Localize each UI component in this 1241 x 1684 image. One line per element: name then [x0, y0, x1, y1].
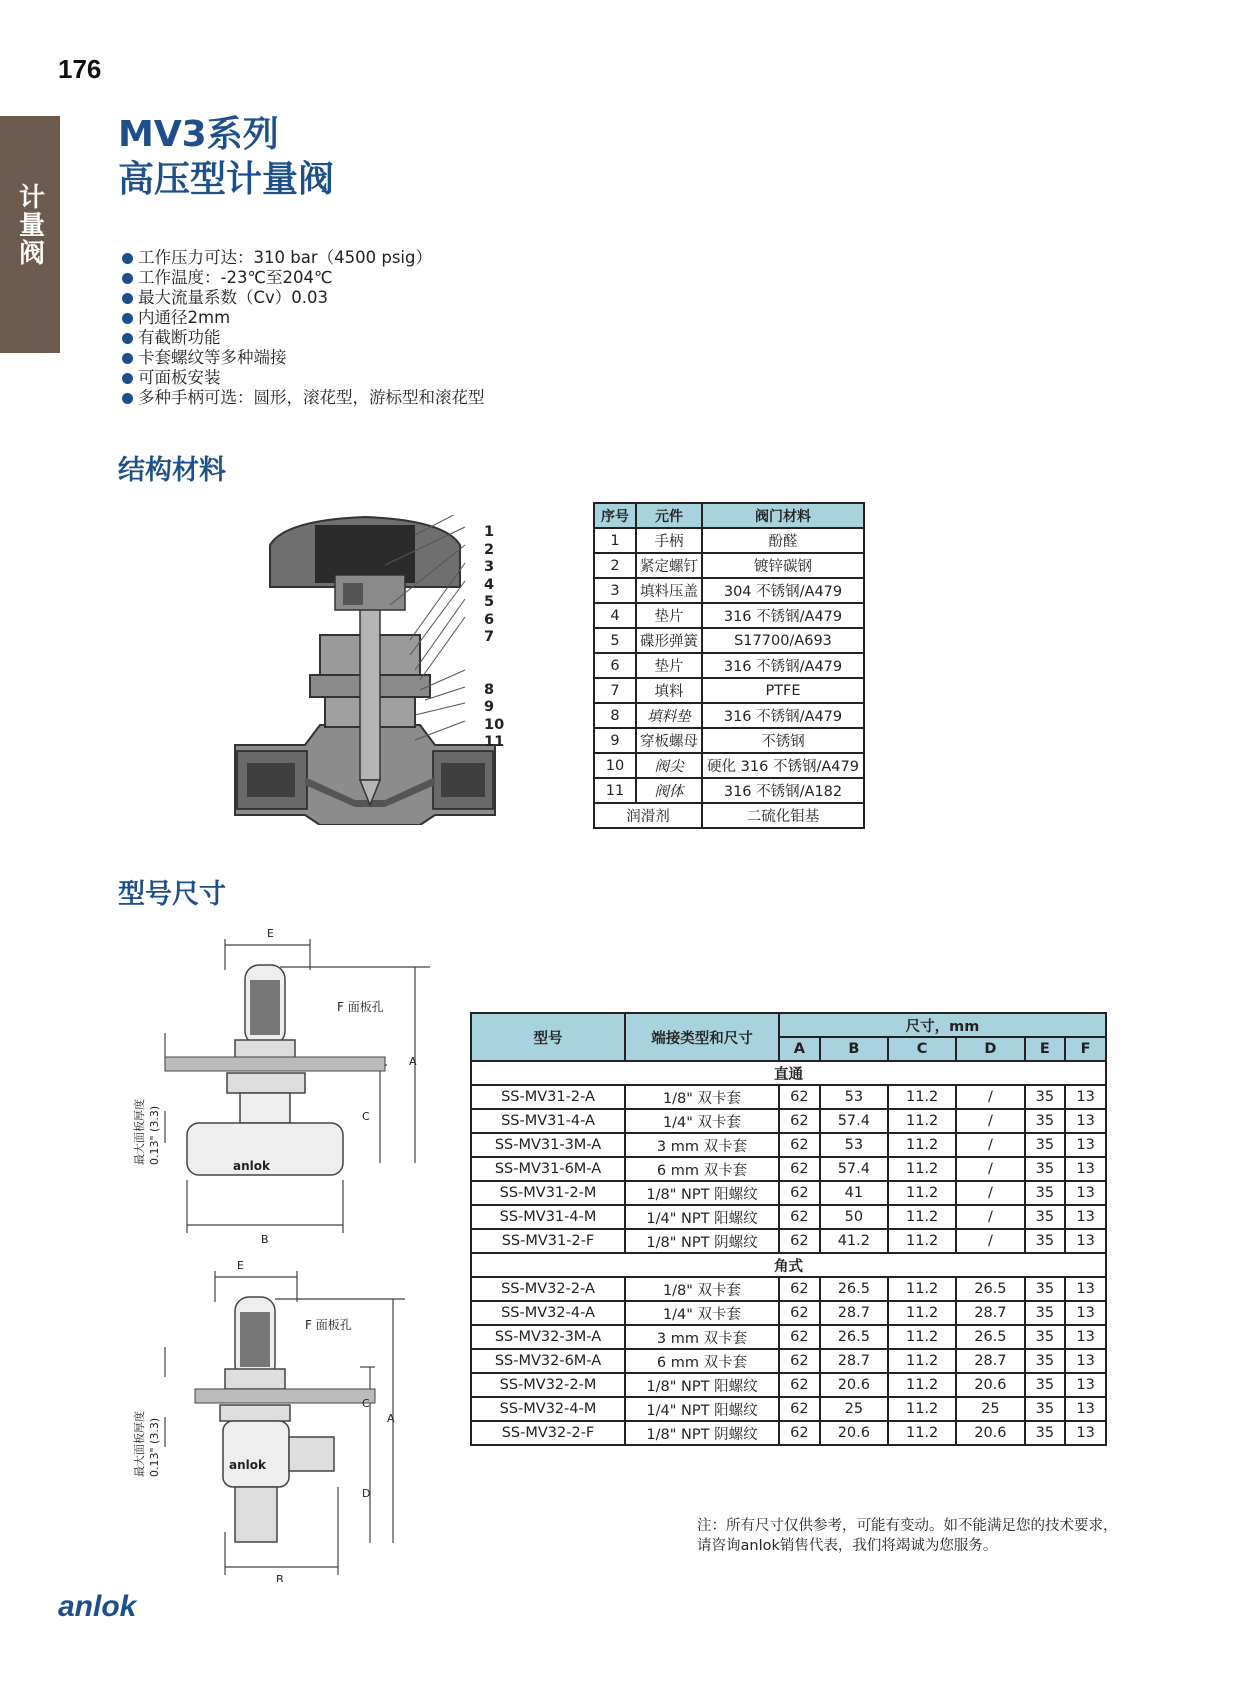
table-cell: 1/4" 双卡套: [625, 1301, 779, 1325]
table-cell: 3 mm 双卡套: [625, 1325, 779, 1349]
table-cell: SS-MV32-2-M: [471, 1373, 625, 1397]
table-cell: 25: [956, 1397, 1024, 1421]
panel-hole-label: F 面板孔: [337, 1000, 384, 1014]
table-cell: 62: [779, 1349, 820, 1373]
feature-item: 可面板安装: [122, 368, 485, 388]
dimension-label-a: A: [409, 1055, 417, 1068]
table-cell: 35: [1025, 1373, 1066, 1397]
table-cell: 41: [820, 1181, 888, 1205]
feature-item: 工作压力可达：310 bar（4500 psig）: [122, 248, 485, 268]
brand-logo: anlok: [58, 1590, 137, 1623]
table-cell: 57.4: [820, 1157, 888, 1181]
table-cell: /: [956, 1109, 1024, 1133]
callout-number: 9: [484, 699, 495, 715]
side-category-tab: [0, 116, 60, 353]
table-row: [471, 1325, 1106, 1349]
table-cell: 1/4" NPT 阳螺纹: [625, 1397, 779, 1421]
table-cell: 53: [820, 1085, 888, 1109]
table-cell: SS-MV31-3M-A: [471, 1133, 625, 1157]
table-cell: 1/4" 双卡套: [625, 1109, 779, 1133]
table-cell: 35: [1025, 1277, 1066, 1301]
table-cell: 20.6: [820, 1421, 888, 1445]
table-cell: SS-MV31-2-A: [471, 1085, 625, 1109]
table-cell: 13: [1065, 1109, 1106, 1133]
table-cell: 13: [1065, 1349, 1106, 1373]
footnote-line: 请咨询anlok销售代表，我们将竭诚为您服务。: [697, 1538, 998, 1554]
footnote-line: 注：所有尺寸仅供参考，可能有变动。如不能满足您的技术要求，: [697, 1518, 1118, 1534]
table-cell: 11.2: [888, 1349, 956, 1373]
table-row: [471, 1349, 1106, 1373]
title-line-2: 高压型计量阀: [118, 159, 335, 200]
table-cell: 35: [1025, 1085, 1066, 1109]
dimension-label-b: B: [261, 1233, 269, 1246]
column-header: D: [956, 1037, 1024, 1061]
table-cell: 11.2: [888, 1373, 956, 1397]
feature-item: 多种手柄可选：圆形，滚花型，游标型和滚花型: [122, 388, 485, 408]
table-cell: 3 mm 双卡套: [625, 1133, 779, 1157]
table-cell: SS-MV32-3M-A: [471, 1325, 625, 1349]
bullet-icon: [122, 313, 133, 324]
panel-thickness-label: 最大面板厚度: [133, 1099, 146, 1165]
table-cell: 1/8" NPT 阳螺纹: [625, 1181, 779, 1205]
table-cell: 35: [1025, 1229, 1066, 1253]
callout-number: 3: [484, 559, 495, 575]
table-cell: 26.5: [820, 1325, 888, 1349]
table-cell: 11.2: [888, 1397, 956, 1421]
table-cell: 13: [1065, 1277, 1106, 1301]
table-cell: 28.7: [820, 1301, 888, 1325]
table-cell: 35: [1025, 1397, 1066, 1421]
table-cell: 1/8" NPT 阴螺纹: [625, 1421, 779, 1445]
feature-item: 最大流量系数（Cv）0.03: [122, 288, 485, 308]
table-cell: 1/4" NPT 阳螺纹: [625, 1205, 779, 1229]
dimension-label-c: C: [362, 1110, 370, 1123]
panel-thickness-label: 最大面板厚度: [133, 1411, 146, 1477]
table-row: 6 垫片 316 不锈钢/A479: [594, 653, 864, 678]
table-group-row: [471, 1061, 1106, 1085]
column-header: F: [1065, 1037, 1106, 1061]
dimension-label-c: C: [362, 1397, 370, 1410]
table-cell: 1/8" NPT 阳螺纹: [625, 1373, 779, 1397]
column-header: A: [779, 1037, 820, 1061]
table-cell: 53: [820, 1133, 888, 1157]
table-row: [471, 1301, 1106, 1325]
table-cell: 62: [779, 1277, 820, 1301]
table-cell: 35: [1025, 1205, 1066, 1229]
table-cell: 50: [820, 1205, 888, 1229]
callout-number: 5: [484, 594, 495, 610]
title-line-1: MV3系列: [118, 114, 279, 155]
valve-cross-section-drawing: [225, 515, 515, 825]
table-cell: 1/8" 双卡套: [625, 1085, 779, 1109]
table-cell: 57.4: [820, 1109, 888, 1133]
section-heading-dimensions: 型号尺寸: [118, 879, 226, 910]
table-cell: 62: [779, 1109, 820, 1133]
column-header-size: 尺寸，mm: [779, 1013, 1106, 1037]
table-cell: 13: [1065, 1397, 1106, 1421]
table-cell: 28.7: [956, 1301, 1024, 1325]
table-row: [471, 1205, 1106, 1229]
table-cell: 41.2: [820, 1229, 888, 1253]
bullet-icon: [122, 293, 133, 304]
column-header: E: [1025, 1037, 1066, 1061]
drawing-logo: anlok: [233, 1159, 270, 1173]
table-cell: 13: [1065, 1325, 1106, 1349]
feature-list: [122, 248, 485, 408]
callout-number: 2: [484, 541, 495, 558]
table-cell: 35: [1025, 1109, 1066, 1133]
panel-thickness-value: 0.13" (3.3): [148, 1105, 161, 1165]
table-cell: 28.7: [956, 1349, 1024, 1373]
table-cell: SS-MV32-6M-A: [471, 1349, 625, 1373]
table-row: 4 垫片 316 不锈钢/A479: [594, 603, 864, 628]
table-cell: 13: [1065, 1229, 1106, 1253]
table-cell: SS-MV32-2-F: [471, 1421, 625, 1445]
group-label: 直通: [471, 1061, 1106, 1085]
table-cell: 11.2: [888, 1085, 956, 1109]
table-cell: 62: [779, 1133, 820, 1157]
table-cell: 62: [779, 1229, 820, 1253]
table-footer-row: 润滑剂 二硫化钼基: [594, 803, 864, 828]
table-header-row: [594, 503, 864, 528]
table-cell: 20.6: [956, 1373, 1024, 1397]
table-row: 10 阀尖 硬化 316 不锈钢/A479: [594, 753, 864, 778]
table-cell: 11.2: [888, 1277, 956, 1301]
table-cell: /: [956, 1229, 1024, 1253]
bullet-icon: [122, 273, 133, 284]
table-cell: 62: [779, 1397, 820, 1421]
table-cell: /: [956, 1085, 1024, 1109]
table-cell: SS-MV31-4-M: [471, 1205, 625, 1229]
table-cell: 6 mm 双卡套: [625, 1157, 779, 1181]
section-heading-materials: 结构材料: [118, 455, 226, 486]
column-header: C: [888, 1037, 956, 1061]
bullet-icon: [122, 353, 133, 364]
table-cell: 26.5: [956, 1277, 1024, 1301]
table-row: [471, 1277, 1106, 1301]
panel-thickness-value: 0.13" (3.3): [148, 1417, 161, 1477]
table-row: [471, 1133, 1106, 1157]
table-cell: 35: [1025, 1421, 1066, 1445]
feature-item: 内通径2mm: [122, 308, 485, 328]
table-cell: SS-MV32-4-M: [471, 1397, 625, 1421]
table-cell: 11.2: [888, 1301, 956, 1325]
feature-item: 有截断功能: [122, 328, 485, 348]
table-row: 2 紧定螺钉 镀锌碳钢: [594, 553, 864, 578]
table-cell: 13: [1065, 1181, 1106, 1205]
table-cell: 13: [1065, 1421, 1106, 1445]
table-cell: 62: [779, 1325, 820, 1349]
table-cell: 35: [1025, 1325, 1066, 1349]
table-cell: 20.6: [820, 1373, 888, 1397]
side-tab-label: 计量阀: [14, 182, 45, 267]
table-cell: SS-MV31-4-A: [471, 1109, 625, 1133]
table-cell: 35: [1025, 1349, 1066, 1373]
group-label: 角式: [471, 1253, 1106, 1277]
dimension-label-a: A: [387, 1412, 395, 1425]
table-cell: /: [956, 1133, 1024, 1157]
table-cell: 62: [779, 1205, 820, 1229]
table-row: 11 阀体 316 不锈钢/A182: [594, 778, 864, 803]
table-row: [471, 1181, 1106, 1205]
dimension-label-d: D: [362, 1487, 371, 1500]
table-cell: 13: [1065, 1373, 1106, 1397]
callout-number: 4: [484, 576, 495, 593]
callout-number: 11: [484, 734, 505, 750]
table-cell: 11.2: [888, 1133, 956, 1157]
callout-number: 10: [484, 716, 505, 733]
table-cell: 26.5: [956, 1325, 1024, 1349]
callout-number: 6: [484, 611, 495, 628]
column-header: 元件: [636, 503, 702, 528]
dimensions-table: [470, 1012, 1107, 1446]
table-row: 7 填料 PTFE: [594, 678, 864, 703]
table-cell: 11.2: [888, 1157, 956, 1181]
feature-item: 工作温度：-23℃至204℃: [122, 268, 485, 288]
table-cell: 11.2: [888, 1325, 956, 1349]
materials-table: [593, 502, 865, 829]
table-cell: 11.2: [888, 1109, 956, 1133]
table-group-row: [471, 1253, 1106, 1277]
angle-valve-dimension-drawing: [125, 1257, 445, 1582]
table-cell: /: [956, 1157, 1024, 1181]
table-row: 1 手柄 酚醛: [594, 528, 864, 553]
bullet-icon: [122, 373, 133, 384]
table-cell: 62: [779, 1181, 820, 1205]
table-row: [471, 1397, 1106, 1421]
table-row: 9 穿板螺母 不锈钢: [594, 728, 864, 753]
feature-item: 卡套螺纹等多种端接: [122, 348, 485, 368]
dimension-label-e: E: [237, 1259, 244, 1272]
table-cell: /: [956, 1181, 1024, 1205]
table-cell: 1/8" NPT 阴螺纹: [625, 1229, 779, 1253]
bullet-icon: [122, 393, 133, 404]
table-cell: 62: [779, 1373, 820, 1397]
table-row: [471, 1109, 1106, 1133]
table-cell: 13: [1065, 1157, 1106, 1181]
table-cell: 11.2: [888, 1229, 956, 1253]
table-cell: 20.6: [956, 1421, 1024, 1445]
table-row: 8 填料垫 316 不锈钢/A479: [594, 703, 864, 728]
table-cell: /: [956, 1205, 1024, 1229]
bullet-icon: [122, 253, 133, 264]
table-cell: 35: [1025, 1157, 1066, 1181]
table-cell: 1/8" 双卡套: [625, 1277, 779, 1301]
table-row: [471, 1373, 1106, 1397]
column-header-end-connection: 端接类型和尺寸: [625, 1013, 779, 1061]
column-header: B: [820, 1037, 888, 1061]
table-cell: SS-MV32-4-A: [471, 1301, 625, 1325]
table-cell: 35: [1025, 1181, 1066, 1205]
table-cell: 13: [1065, 1205, 1106, 1229]
table-cell: 62: [779, 1157, 820, 1181]
table-cell: SS-MV31-2-M: [471, 1181, 625, 1205]
table-row: 3 填料压盖 304 不锈钢/A479: [594, 578, 864, 603]
table-cell: 62: [779, 1421, 820, 1445]
column-header-model: 型号: [471, 1013, 625, 1061]
table-cell: 11.2: [888, 1181, 956, 1205]
table-cell: 35: [1025, 1133, 1066, 1157]
table-row: [471, 1229, 1106, 1253]
bullet-icon: [122, 333, 133, 344]
table-row: [471, 1085, 1106, 1109]
callout-number: 8: [484, 681, 495, 698]
table-cell: 62: [779, 1301, 820, 1325]
table-cell: 13: [1065, 1133, 1106, 1157]
column-header: 阀门材料: [702, 503, 864, 528]
table-cell: SS-MV32-2-A: [471, 1277, 625, 1301]
callout-number: 1: [484, 524, 495, 540]
straight-valve-dimension-drawing: [125, 925, 445, 1250]
footnote: [697, 1516, 1118, 1556]
table-row: [471, 1421, 1106, 1445]
table-cell: 13: [1065, 1301, 1106, 1325]
table-cell: 25: [820, 1397, 888, 1421]
drawing-logo: anlok: [229, 1458, 266, 1472]
table-cell: 6 mm 双卡套: [625, 1349, 779, 1373]
table-cell: SS-MV31-2-F: [471, 1229, 625, 1253]
column-header: 序号: [594, 503, 636, 528]
callout-number-list: [484, 524, 504, 752]
dimension-label-b: B: [276, 1573, 284, 1582]
table-row: [471, 1157, 1106, 1181]
callout-number: 7: [484, 629, 495, 645]
dimension-label-e: E: [267, 927, 274, 940]
table-cell: 11.2: [888, 1421, 956, 1445]
table-cell: 28.7: [820, 1349, 888, 1373]
table-cell: 62: [779, 1085, 820, 1109]
table-cell: 11.2: [888, 1205, 956, 1229]
table-cell: 26.5: [820, 1277, 888, 1301]
page-number: 176: [58, 54, 102, 84]
table-header-row: [471, 1013, 1106, 1037]
table-cell: 13: [1065, 1085, 1106, 1109]
table-row: 5 碟形弹簧 S17700/A693: [594, 628, 864, 653]
table-cell: SS-MV31-6M-A: [471, 1157, 625, 1181]
page-title: [118, 112, 334, 202]
table-cell: 35: [1025, 1301, 1066, 1325]
panel-hole-label: F 面板孔: [305, 1318, 352, 1332]
